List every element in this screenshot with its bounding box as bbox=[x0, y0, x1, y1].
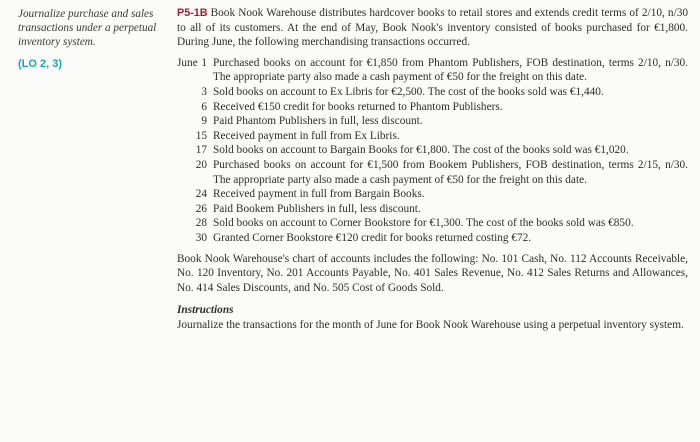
transaction-row bbox=[177, 85, 688, 100]
problem-intro-text: Book Nook Warehouse distributes hardcover books to retail stores and extends credit terms of 2/10, n/30 to all of its customers. At the end of May, Book Nook's inventory consisted of books purchased for €1,800. During June, the following merchandising transactions occurred. bbox=[177, 7, 688, 49]
learning-objective-tag: (LO 2, 3) bbox=[18, 58, 63, 71]
transaction-day: 15 bbox=[195, 129, 207, 142]
transaction-row bbox=[177, 100, 688, 115]
transaction-day: 26 bbox=[195, 202, 207, 215]
instructions-text: Journalize the transactions for the month of June for Book Nook Warehouse using a perpetual inventory system. bbox=[177, 318, 684, 331]
transaction-list bbox=[177, 56, 688, 246]
transaction-text: Sold books on account to Bargain Books for €1,800. The cost of the books sold was €1,020. bbox=[213, 144, 629, 157]
transaction-row bbox=[177, 202, 688, 217]
transaction-text: Paid Phantom Publishers in full, less discount. bbox=[213, 115, 423, 128]
transaction-text: Received €150 credit for books returned to Phantom Publishers. bbox=[213, 100, 503, 113]
transaction-row bbox=[177, 143, 688, 158]
main-column bbox=[177, 6, 688, 332]
transaction-text: Sold books on account to Ex Libris for €2,500. The cost of the books sold was €1,440. bbox=[213, 85, 604, 98]
transaction-day: 3 bbox=[201, 85, 207, 98]
transaction-text: Granted Corner Bookstore €120 credit for books returned costing €72. bbox=[213, 231, 532, 244]
transaction-text: Sold books on account to Corner Bookstore for €1,300. The cost of the books sold was €850. bbox=[213, 217, 634, 230]
transaction-day: 20 bbox=[195, 158, 207, 171]
transaction-row bbox=[177, 56, 688, 85]
transaction-day: 28 bbox=[195, 217, 207, 230]
transaction-text: Purchased books on account for €1,500 from Bookem Publishers, FOB destination, terms 2/15, n/30. The appropriate party also made a cash payment of €50 for the freight on this date. bbox=[213, 158, 688, 186]
transaction-row bbox=[177, 129, 688, 144]
problem-id: P5-1B bbox=[177, 7, 208, 19]
transaction-row bbox=[177, 216, 688, 231]
instructions-heading: Instructions bbox=[177, 304, 234, 317]
transaction-text: Received payment in full from Bargain Books. bbox=[213, 188, 425, 201]
transaction-day: 17 bbox=[195, 144, 207, 157]
transaction-text: Received payment in full from Ex Libris. bbox=[213, 129, 400, 142]
margin-note: Journalize purchase and sales transactions under a perpetual inventory system. bbox=[18, 8, 157, 48]
month-label: June bbox=[177, 56, 198, 69]
problem-intro-paragraph bbox=[177, 6, 688, 50]
transaction-day: 1 bbox=[201, 56, 207, 69]
transaction-day: 24 bbox=[195, 188, 207, 201]
transaction-text: Purchased books on account for €1,850 from Phantom Publishers, FOB destination, terms 2/10, n/30. The appropriate party also made a cash payment of €50 for the freight on this date. bbox=[213, 56, 688, 84]
transaction-text: Paid Bookem Publishers in full, less discount. bbox=[213, 202, 421, 215]
chart-of-accounts-paragraph: Book Nook Warehouse's chart of accounts includes the following: No. 101 Cash, No. 112 Accounts Receivable, No. 120 Inventory, No. 201 Accounts Payable, No. 401 Sales Revenue, No. 412 Sales Returns and Allowances, No. 414 Sales Discounts, and No. 505 Cost of Goods Sold. bbox=[177, 252, 688, 294]
transaction-row bbox=[177, 187, 688, 202]
margin-column bbox=[18, 8, 168, 70]
transaction-row bbox=[177, 158, 688, 187]
transaction-row bbox=[177, 114, 688, 129]
transaction-row bbox=[177, 231, 688, 246]
transaction-day: 9 bbox=[201, 115, 207, 128]
transaction-day: 6 bbox=[201, 100, 207, 113]
transaction-day: 30 bbox=[195, 231, 207, 244]
